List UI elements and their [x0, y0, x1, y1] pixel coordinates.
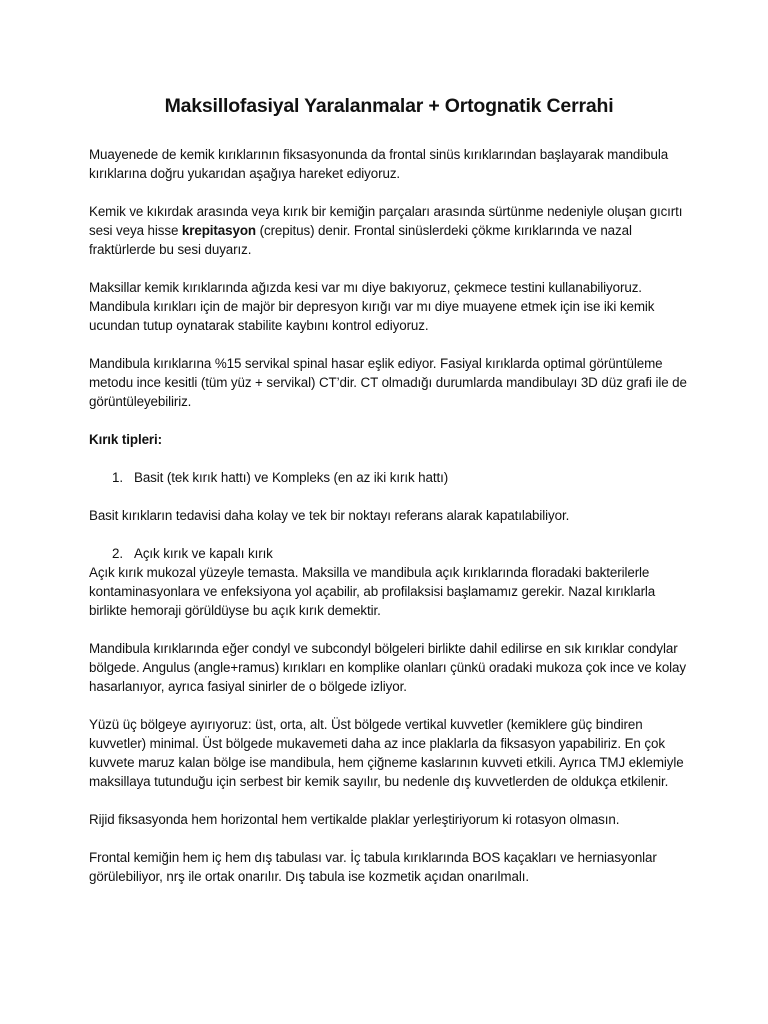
paragraph-mandibula-fractures: Mandibula kırıklarında eğer condyl ve subcondyl bölgeleri birlikte dahil edilirse en sık kırıklar condylar bölgede. Angulus (angle+ramus) kırıkları en komplike olanları çünkü oradaki mukoza çok ince ve kolay hasarlanıyor, ayrıca fasiyal sinirler de o bölgede izliyor. [89, 641, 686, 694]
heading-fracture-types: Kırık tipleri: [89, 432, 163, 447]
list-item-text: Açık kırık ve kapalı kırık [134, 546, 273, 561]
list-item-open-closed [112, 544, 689, 563]
document-page [89, 93, 689, 905]
paragraph-examination: Muayenede de kemik kırıklarının fiksasyonunda da frontal sinüs kırıklarından başlayarak mandibula kırıklarına doğru yukarıdan aşağıya hareket ediyoruz. [89, 147, 669, 181]
paragraph-face-regions: Yüzü üç bölgeye ayırıyoruz: üst, orta, alt. Üst bölgede vertikal kuvvetler (kemiklere güç bindiren kuvvetler) minimal. Üst bölgede mukavemeti daha az ince plaklarla da fiksasyon yapabiliriz. En çok kuvvete maruz kalan bölge ise mandibula, hem çiğneme kaslarının kuvveti etkili. Ayrıca TMJ eklemiyle maksillaya tutunduğu için serbest bir kemik sayılır, bu nedenle dış kuvvetlerden de oldukça etkilenir. [89, 717, 684, 789]
paragraph-frontal-bone: Frontal kemiğin hem iç hem dış tabulası var. İç tabula kırıklarında BOS kaçakları ve herniasyonlar görülebiliyor, nrş ile ortak onarılır. Dış tabula ise kozmetik açıdan onarılmalı. [89, 850, 657, 884]
paragraph-rigid-fixation: Rijid fiksasyonda hem horizontal hem vertikalde plaklar yerleştiriyorum ki rotasyon olmasın. [89, 812, 620, 827]
crepitus-term: krepitasyon [181, 223, 256, 238]
list-number: 1. [112, 470, 123, 485]
list-item-text: Basit (tek kırık hattı) ve Kompleks (en az iki kırık hattı) [134, 470, 449, 485]
crepitus-text-after: (crepitus) denir. Frontal sinüslerdeki çökme kırıklarında ve nazal fraktürlerde bu sesi duyarız. [89, 223, 632, 257]
paragraph-maxillary-exam: Maksillar kemik kırıklarında ağızda kesi var mı diye bakıyoruz, çekmece testini kullanabiliyoruz. Mandibula kırıkları için de majör bir depresyon kırığı var mı diye muayene etmek için ise iki kemik ucundan tutup oynatarak stabilite kaybını kontrol ediyoruz. [89, 280, 655, 333]
list-item-simple-complex [112, 468, 689, 487]
paragraph-crepitus [89, 202, 689, 259]
paragraph-imaging: Mandibula kırıklarına %15 servikal spinal hasar eşlik ediyor. Fasiyal kırıklarda optimal görüntüleme metodu ince kesitli (tüm yüz + servikal) CT’dir. CT olmadığı durumlarda mandibulayı 3D düz grafi ile de görüntüleyebiliriz. [89, 356, 687, 409]
paragraph-open-fracture: Açık kırık mukozal yüzeyle temasta. Maksilla ve mandibula açık kırıklarında floradaki bakterilerle kontaminasyonlara ve enfeksiyona yol açabilir, ab profilaksisi başlamamız gerekir. Nazal kırıklarla birlikte hemoraji görüldüyse bu açık kırık demektir. [89, 565, 656, 618]
crepitus-text-before: Kemik ve kıkırdak arasında veya kırık bir kemiğin parçaları arasında sürtünme nedeniyle oluşan gıcırtı sesi veya hisse [89, 204, 683, 238]
paragraph-simple-treatment: Basit kırıkların tedavisi daha kolay ve tek bir noktayı referans alarak kapatılabiliyor. [89, 508, 570, 523]
document-title: Maksillofasiyal Yaralanmalar + Ortognatik Cerrahi [164, 95, 614, 117]
list-number: 2. [112, 546, 123, 561]
